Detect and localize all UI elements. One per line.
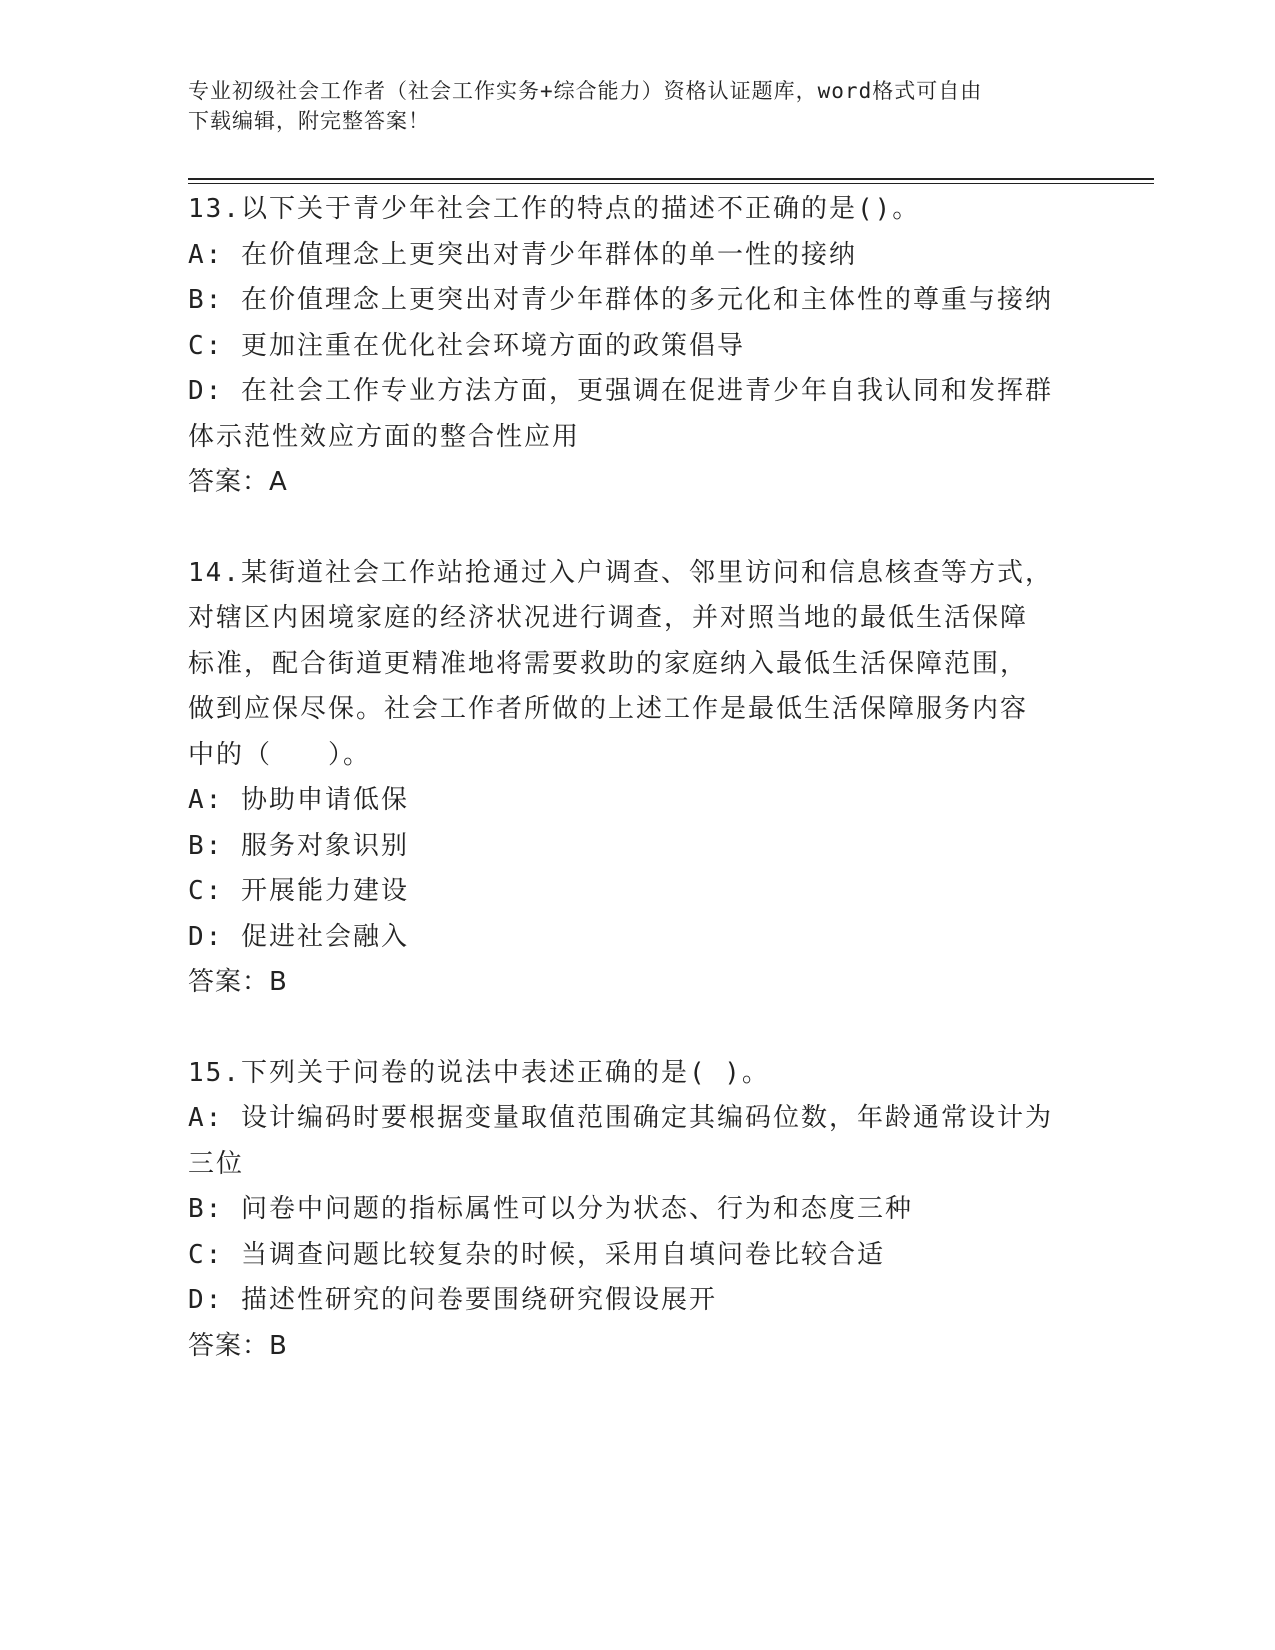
header-line-2: 下载编辑，附完整答案！ — [188, 109, 430, 133]
question-13 — [188, 187, 1088, 506]
header-divider-thin — [188, 183, 1154, 184]
header-line-1: 专业初级社会工作者（社会工作实务+综合能力）资格认证题库，word格式可自由 — [188, 79, 983, 103]
option-a: A: 协助申请低保 — [188, 785, 409, 815]
option-a: A: 设计编码时要根据变量取值范围确定其编码位数，年龄通常设计为 三位 — [188, 1103, 1053, 1179]
question-stem: 14.某街道社会工作站抢通过入户调查、邻里访问和信息核查等方式， 对辖区内困境家庭的经济状况进行调查，并对照当地的最低生活保障 标准，配合街道更精准地将需要救助的家庭纳入最低生活保障范围， 做到应保尽保。社会工作者所做的上述工作是最低生活保障服务内容 中的（ ）。 — [188, 557, 1053, 770]
question-14 — [188, 551, 1088, 1006]
question-stem: 13.以下关于青少年社会工作的特点的描述不正确的是()。 — [188, 194, 921, 224]
option-b: B: 在价值理念上更突出对青少年群体的多元化和主体性的尊重与接纳 — [188, 285, 1053, 315]
answer: 答案：B — [188, 1330, 288, 1361]
option-a: A: 在价值理念上更突出对青少年群体的单一性的接纳 — [188, 239, 857, 270]
option-c: C: 更加注重在优化社会环境方面的政策倡导 — [188, 330, 745, 361]
question-list — [188, 187, 1088, 1414]
header-divider-thick — [188, 178, 1154, 180]
option-c: C: 当调查问题比较复杂的时候，采用自填问卷比较合适 — [188, 1239, 885, 1270]
answer: 答案：A — [188, 467, 288, 497]
document-header — [188, 76, 1088, 136]
option-c: C: 开展能力建设 — [188, 876, 409, 906]
option-d: D: 描述性研究的问卷要围绕研究假设展开 — [188, 1285, 717, 1315]
question-stem: 15.下列关于问卷的说法中表述正确的是( )。 — [188, 1057, 770, 1088]
option-d: D: 促进社会融入 — [188, 921, 409, 952]
option-d: D: 在社会工作专业方法方面，更强调在促进青少年自我认同和发挥群 体示范性效应方面的整合性应用 — [188, 376, 1053, 452]
question-15 — [188, 1051, 1088, 1370]
answer: 答案：B — [188, 967, 288, 997]
option-b: B: 问卷中问题的指标属性可以分为状态、行为和态度三种 — [188, 1194, 913, 1224]
option-b: B: 服务对象识别 — [188, 830, 409, 861]
